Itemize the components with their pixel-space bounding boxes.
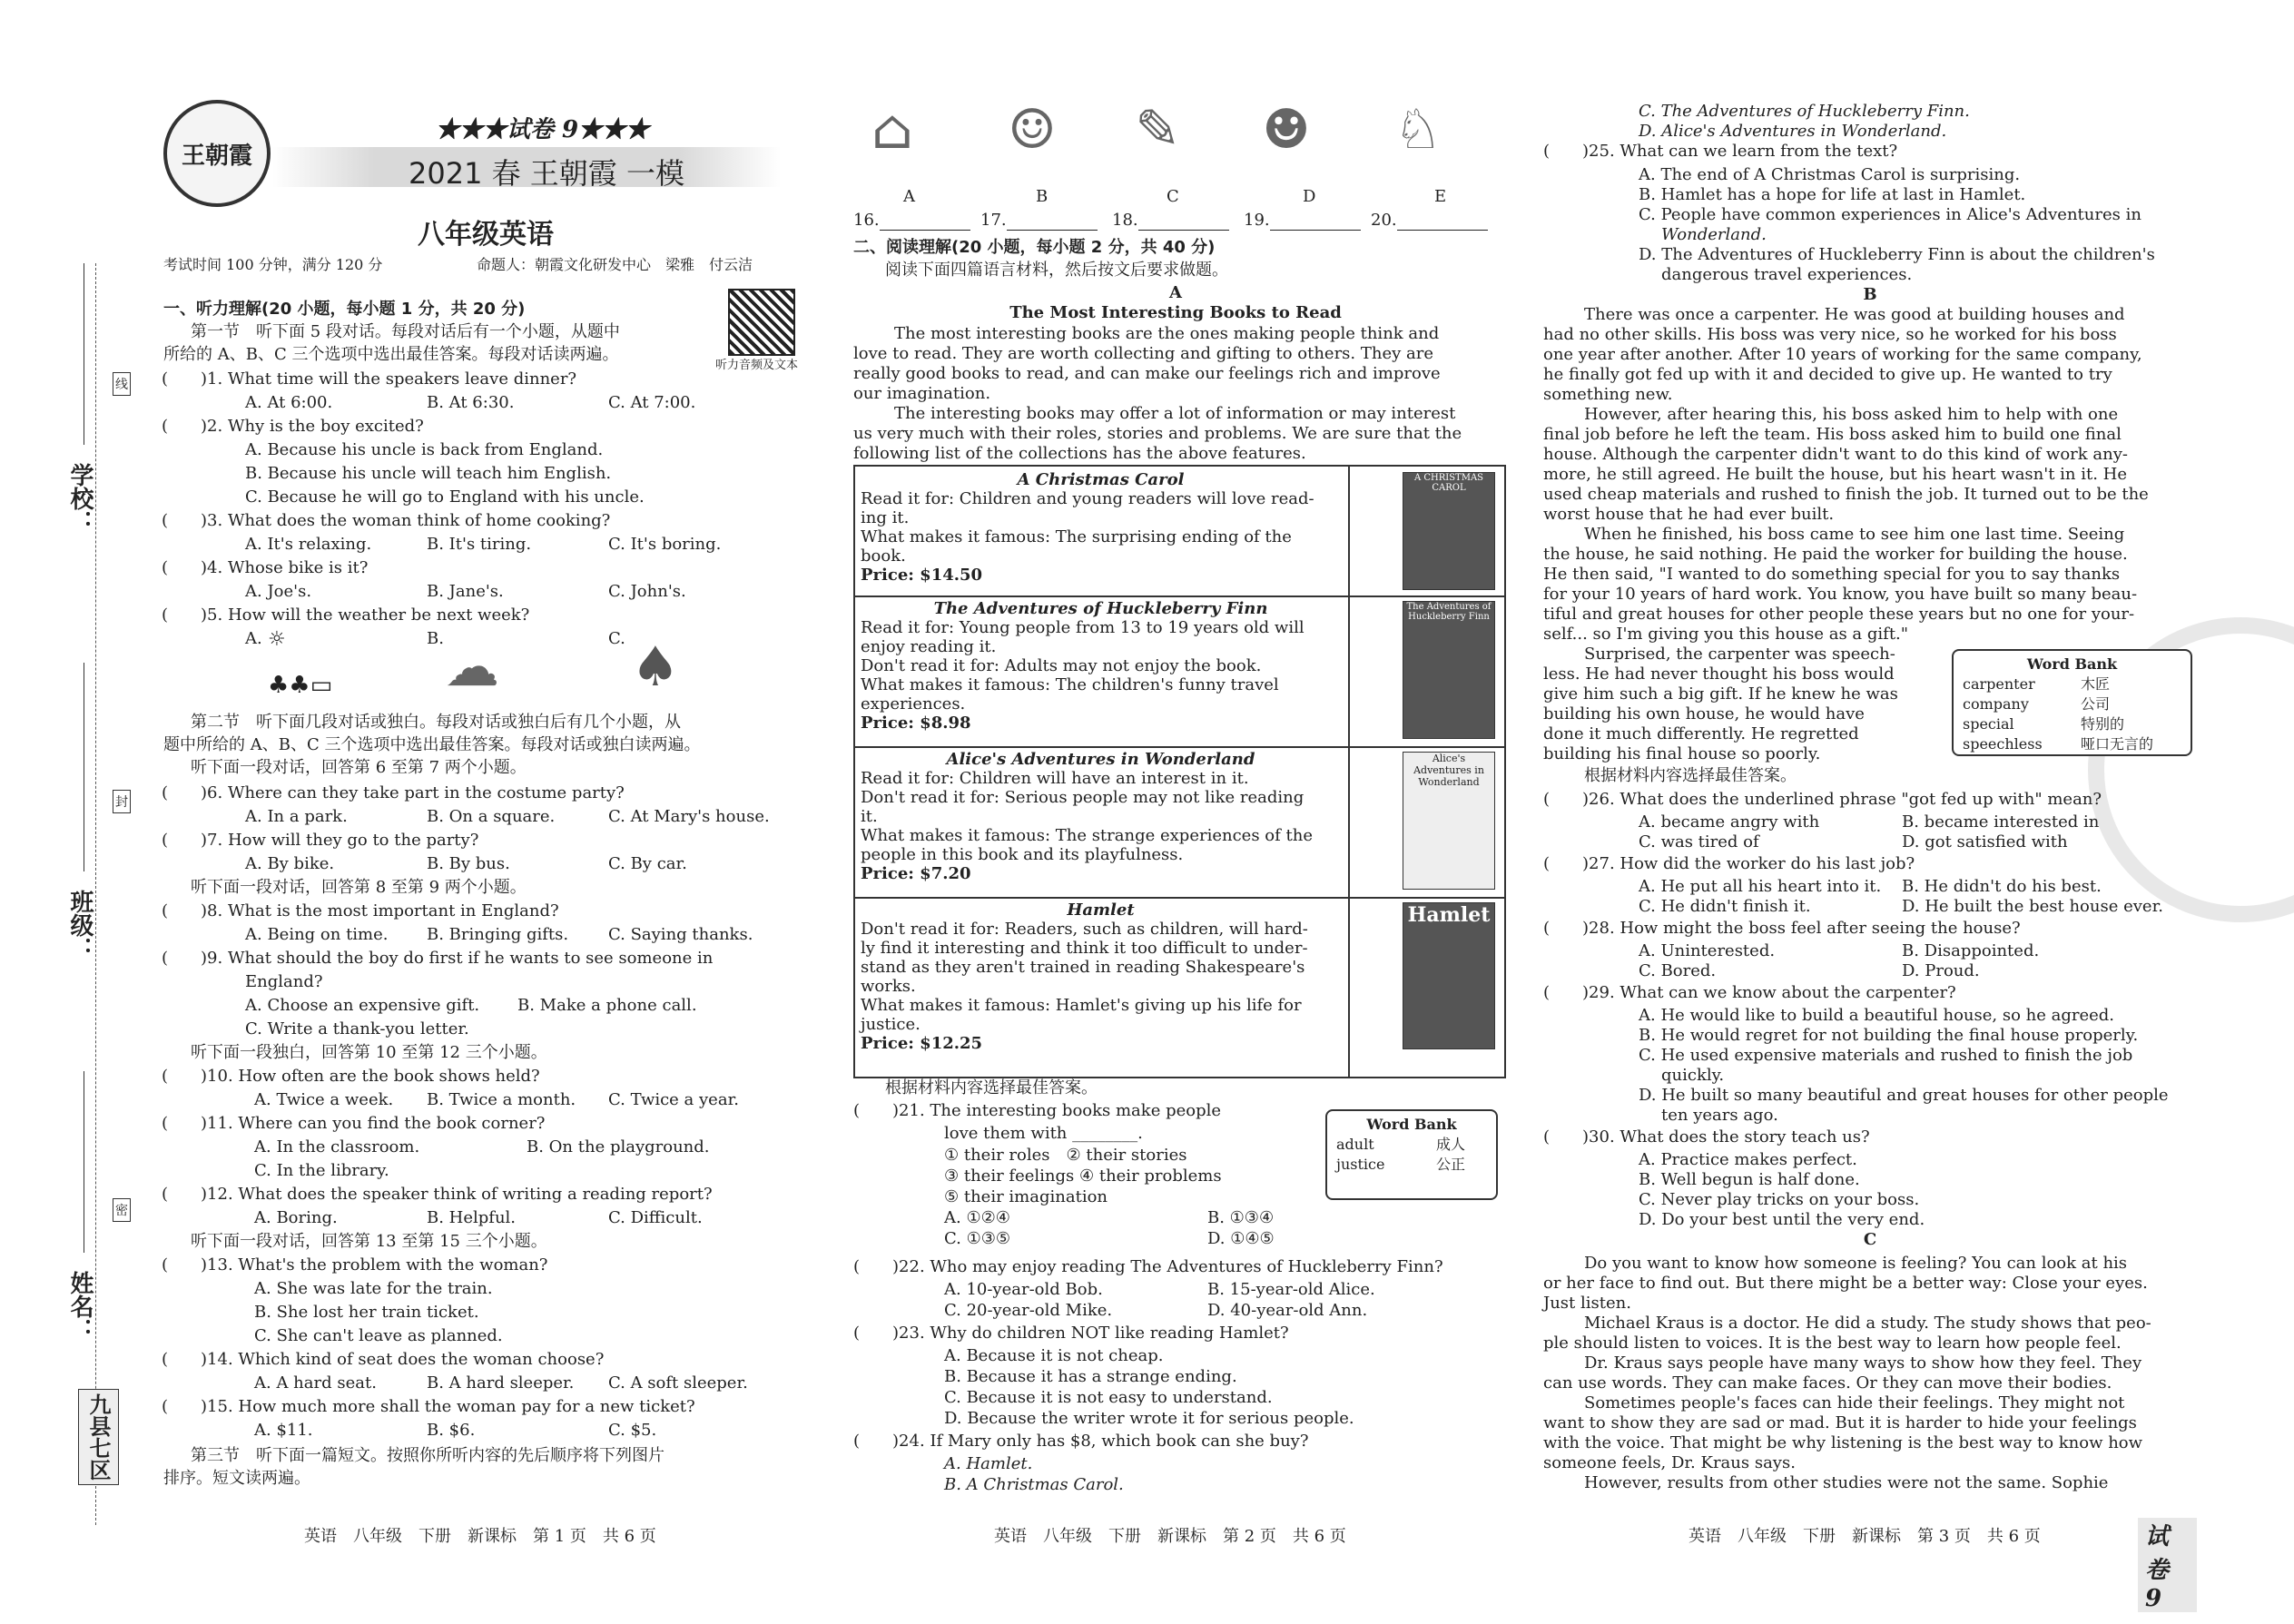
- exam-info-left: 考试时间 100 分钟，满分 120 分: [163, 256, 383, 273]
- section1-title: 一、听力理解(20 小题，每小题 1 分，共 20 分): [163, 300, 526, 319]
- passage-b-line: worst house that he had ever built.: [1543, 505, 1835, 524]
- subject-title: 八年级英语: [418, 219, 554, 251]
- part2-intro-1: 第二节 听下面几段对话或独白。每段对话或独白后有几个小题，从: [191, 713, 681, 732]
- picture-label-b: B: [1036, 187, 1049, 206]
- blank-16-label: 16.: [853, 211, 880, 230]
- picture-e: ♘: [1393, 98, 1442, 162]
- passage-a-line-5: The interesting books may offer a lot of information or may interest: [894, 404, 1456, 423]
- word-bank-term: adult: [1336, 1136, 1374, 1153]
- question-14: ( )14. Which kind of seat does the woman choose?: [162, 1350, 605, 1369]
- book-line: it.: [861, 807, 878, 826]
- passage-b-line: However, after hearing this, his boss asked him to help with one: [1584, 405, 2119, 424]
- school-label: 学校：: [66, 463, 94, 534]
- book-line: works.: [861, 977, 916, 996]
- q15-option-a[interactable]: A. $11.: [254, 1421, 313, 1440]
- page-2: [849, 0, 1502, 1624]
- book-row-hamlet: [855, 897, 1504, 1077]
- q3-option-a[interactable]: A. It's relaxing.: [245, 535, 372, 554]
- question-25: ( )25. What can we learn from the text?: [1543, 142, 1898, 161]
- passage-b-line: less. He had never thought his boss would: [1543, 664, 1895, 684]
- picture-b: ☺: [1008, 98, 1057, 162]
- q1-option-c[interactable]: C. At 7:00.: [608, 393, 696, 412]
- q1-option-a[interactable]: A. At 6:00.: [245, 393, 333, 412]
- word-bank-entry: [1963, 714, 2181, 734]
- book-price: Price: $12.25: [861, 1034, 983, 1053]
- book-price: Price: $8.98: [861, 714, 971, 733]
- passage-b-label: B: [1863, 285, 1877, 304]
- q24-option-b[interactable]: B. A Christmas Carol.: [944, 1475, 1124, 1494]
- question-26: ( )26. What does the underlined phrase "got fed up with" mean?: [1543, 790, 2102, 809]
- qr-caption: 听力音频及文本: [715, 359, 799, 372]
- q11-option-b[interactable]: B. On the playground.: [527, 1137, 710, 1156]
- book-cover-text: The Adventures of Huckleberry Finn: [1406, 602, 1492, 622]
- q11-option-c[interactable]: C. In the library.: [254, 1161, 389, 1180]
- passage-b-line: had no other skills. His boss was very nice, so he worked for his boss: [1543, 325, 2117, 344]
- passage-b-line: There was once a carpenter. He was good at building houses and: [1584, 305, 2125, 324]
- book-line: What makes it famous: Hamlet's giving up his life for: [861, 996, 1302, 1015]
- question-27: ( )27. How did the worker do his last job?: [1543, 854, 1915, 873]
- passage-b-line: give him such a big gift. If he knew he was: [1543, 684, 1898, 704]
- passage-c-line: someone feels, Dr. Kraus says.: [1543, 1453, 1796, 1472]
- passage-b-line: for your 10 years of hard work. You know, you have built so many beau-: [1543, 585, 2138, 604]
- rain-cloud-icon: ☁: [445, 635, 499, 699]
- part2-note-1: 听下面一段对话，回答第 6 至第 7 两个小题。: [191, 758, 527, 777]
- book-cover-hamlet: [1403, 902, 1495, 1049]
- q24-option-a[interactable]: A. Hamlet.: [944, 1454, 1033, 1473]
- blank-20-label: 20.: [1371, 211, 1397, 230]
- blank-18[interactable]: [1112, 211, 1229, 231]
- passage-a-line-6: us very much with their roles, stories and problems. We are sure that the: [853, 424, 1462, 443]
- word-bank-term: justice: [1336, 1156, 1385, 1173]
- book-cover-text: Hamlet: [1407, 903, 1491, 927]
- book-line: experiences.: [861, 694, 966, 714]
- q6-option-c[interactable]: C. At Mary's house.: [608, 807, 770, 826]
- passage-b-line: When he finished, his boss came to see him one last time. Seeing: [1584, 525, 2125, 544]
- word-bank-title: Word Bank: [2026, 655, 2118, 673]
- part3-intro-2: 排序。短文读两遍。: [163, 1469, 310, 1488]
- question-6: ( )6. Where can they take part in the costume party?: [162, 783, 625, 802]
- passage-c-line: with the voice. That might be why listening is the best way to know how: [1543, 1433, 2143, 1452]
- passage-c-line: Michael Kraus is a doctor. He did a study. The study shows that peo-: [1584, 1314, 2151, 1333]
- question-8: ( )8. What is the most important in England?: [162, 901, 559, 920]
- book-line: Read it for: Young people from 13 to 19 years old will: [861, 618, 1305, 637]
- q27-option-a[interactable]: A. He put all his heart into it.: [1639, 877, 1882, 896]
- word-bank-term: company: [1963, 695, 2029, 713]
- q29-option-b[interactable]: B. He would regret for not building the final house properly.: [1639, 1026, 2139, 1045]
- q26-option-b[interactable]: B. became interested in: [1902, 812, 2100, 832]
- q30-option-c[interactable]: C. Never play tricks on your boss.: [1639, 1190, 1920, 1209]
- book-title: Alice's Adventures in Wonderland: [946, 750, 1255, 769]
- picture-label-c: C: [1167, 187, 1179, 206]
- q29-option-c[interactable]: C. He used expensive materials and rushed to finish the job: [1639, 1046, 2133, 1065]
- q26-option-a[interactable]: A. became angry with: [1639, 812, 1820, 832]
- q1-option-b[interactable]: B. At 6:30.: [427, 393, 515, 412]
- passage-a-line-2: love to read. They are worth collecting and gifting to others. They are: [853, 344, 1433, 363]
- blank-19[interactable]: [1244, 211, 1361, 231]
- q21-item-3: ⑤ their imagination: [944, 1187, 1108, 1206]
- part1-intro-1: 第一节 听下面 5 段对话。每段对话后有一个小题，从题中: [191, 322, 620, 341]
- book-line: Don't read it for: Adults may not enjoy the book.: [861, 656, 1262, 675]
- q13-option-c[interactable]: C. She can't leave as planned.: [254, 1326, 503, 1345]
- cut-mark-1: 线: [113, 372, 131, 396]
- q23-option-a[interactable]: A. Because it is not cheap.: [944, 1346, 1164, 1365]
- q8-option-a[interactable]: A. Being on time.: [245, 925, 389, 944]
- part2-note-2: 听下面一段对话，回答第 8 至第 9 两个小题。: [191, 878, 527, 897]
- word-bank-entry: [1963, 694, 2181, 714]
- book-row-christmas-carol: [855, 467, 1504, 597]
- book-title: A Christmas Carol: [1017, 470, 1185, 489]
- q13-option-a[interactable]: A. She was late for the train.: [254, 1279, 493, 1298]
- book-line: Don't read it for: Serious people may not like reading: [861, 788, 1305, 807]
- blank-18-label: 18.: [1112, 211, 1138, 230]
- part3-intro-1: 第三节 听下面一篇短文。按照你所听内容的先后顺序将下列图片: [191, 1446, 665, 1465]
- question-7: ( )7. How will they go to the party?: [162, 831, 479, 850]
- word-bank-term: carpenter: [1963, 675, 2035, 693]
- word-bank-entry: [1963, 734, 2181, 754]
- book-price: Price: $14.50: [861, 566, 983, 585]
- word-bank-title: Word Bank: [1366, 1116, 1457, 1133]
- q22-option-b[interactable]: B. 15-year-old Alice.: [1207, 1280, 1375, 1299]
- passage-a-line-7: following list of the collections has the above features.: [853, 444, 1306, 463]
- q30-option-d[interactable]: D. Do your best until the very end.: [1639, 1210, 1925, 1229]
- region-label: 九县七区: [78, 1389, 119, 1485]
- q4-option-a[interactable]: A. Joe's.: [245, 582, 312, 601]
- part2-note-3: 听下面一段独白，回答第 10 至第 12 三个小题。: [191, 1043, 547, 1062]
- passage-c-line: ple should listen to voices. It is the best way to learn how people feel.: [1543, 1334, 2122, 1353]
- passage-b-line: one year after another. After 10 years of working for the same company,: [1543, 345, 2142, 364]
- q5-option-b[interactable]: B.: [427, 629, 444, 648]
- q30-option-a[interactable]: A. Practice makes perfect.: [1639, 1150, 1857, 1169]
- exam-info-right: 命题人：朝霞文化研发中心 梁雅 付云洁: [477, 256, 753, 273]
- section2-intro: 阅读下面四篇语言材料，然后按文后要求做题。: [885, 261, 1228, 280]
- word-bank-2: [1952, 649, 2192, 756]
- book-table: [853, 465, 1506, 1078]
- q7-option-c[interactable]: C. By car.: [608, 854, 687, 873]
- book-line: Read it for: Children will have an interest in it.: [861, 769, 1249, 788]
- question-4: ( )4. Whose bike is it?: [162, 558, 369, 577]
- book-line: What makes it famous: The children's funny travel: [861, 675, 1279, 694]
- question-3: ( )3. What does the woman think of home cooking?: [162, 511, 611, 530]
- name-label: 姓名：: [66, 1271, 94, 1342]
- q14-option-b[interactable]: B. A hard sleeper.: [427, 1373, 575, 1393]
- passage-c-line: Do you want to know how someone is feeling? You can look at his: [1584, 1254, 2128, 1273]
- book-line: book.: [861, 546, 906, 566]
- passage-b-line: used cheap materials and rushed to finish the job. It turned out to be the: [1543, 485, 2149, 504]
- q22-option-d[interactable]: D. 40-year-old Ann.: [1207, 1301, 1368, 1320]
- book-title: Hamlet: [1067, 901, 1135, 920]
- passage-b-line: building his own house, he would have: [1543, 704, 1865, 723]
- book-line: ly find it interesting and think it too difficult to under-: [861, 939, 1308, 958]
- q22-option-a[interactable]: A. 10-year-old Bob.: [944, 1280, 1103, 1299]
- q29-option-d[interactable]: D. He built so many beautiful and great houses for other people: [1639, 1086, 2169, 1105]
- book-cover-huckleberry-finn: [1403, 601, 1495, 739]
- passage-b-line: building his final house so poorly.: [1543, 744, 1821, 763]
- question-15: ( )15. How much more shall the woman pay for a new ticket?: [162, 1397, 695, 1416]
- part1-intro-2: 所给的 A、B、C 三个选项中选出最佳答案。每段对话读两遍。: [163, 345, 619, 364]
- picture-label-a: A: [903, 187, 915, 206]
- q4-option-b[interactable]: B. Jane's.: [427, 582, 504, 601]
- q27-option-d[interactable]: D. He built the best house ever.: [1902, 897, 2163, 916]
- q21-option-b[interactable]: B. ①③④: [1207, 1208, 1275, 1227]
- passage-a-label: A: [1169, 283, 1182, 302]
- q7-option-b[interactable]: B. By bus.: [427, 854, 510, 873]
- passage-b-line: he finally got fed up with it and decided to give up. He wanted to try: [1543, 365, 2112, 384]
- book-line: What makes it famous: The strange experiences of the: [861, 826, 1313, 845]
- question-29: ( )29. What can we know about the carpenter?: [1543, 983, 1956, 1002]
- q28-option-a[interactable]: A. Uninterested.: [1639, 941, 1776, 960]
- q28-option-d[interactable]: D. Proud.: [1902, 961, 1980, 980]
- passage-a-title: The Most Interesting Books to Read: [1009, 303, 1342, 322]
- q29-option-d-cont: ten years ago.: [1661, 1106, 1778, 1125]
- q23-option-c[interactable]: C. Because it is not easy to understand.: [944, 1388, 1273, 1407]
- passage-b-line: house. Although the carpenter didn't want to do this kind of work any-: [1543, 445, 2128, 464]
- q5-option-a[interactable]: A.: [245, 629, 262, 648]
- picture-label-e: E: [1434, 187, 1447, 206]
- passage-a-line-1: The most interesting books are the ones making people think and: [894, 324, 1440, 343]
- cut-mark-2: 封: [113, 790, 131, 813]
- word-bank-meaning: 特别的: [2081, 715, 2125, 733]
- q15-option-b[interactable]: B. $6.: [427, 1421, 476, 1440]
- part2-note-4: 听下面一段对话，回答第 13 至第 15 三个小题。: [191, 1232, 547, 1251]
- q15-option-c[interactable]: C. $5.: [608, 1421, 657, 1440]
- word-bank-term: speechless: [1963, 735, 2043, 753]
- q25-option-d[interactable]: D. The Adventures of Huckleberry Finn is about the children's: [1639, 245, 2155, 264]
- q2-option-b[interactable]: B. Because his uncle will teach him English.: [245, 464, 612, 483]
- book-line: What makes it famous: The surprising ending of the: [861, 527, 1292, 546]
- q21-item-1: ① their roles ② their stories: [944, 1146, 1187, 1165]
- word-bank-entry: [1336, 1155, 1487, 1175]
- q22-option-c[interactable]: C. 20-year-old Mike.: [944, 1301, 1113, 1320]
- book-title: The Adventures of Huckleberry Finn: [933, 599, 1268, 618]
- brand-logo-text: 王朝霞: [181, 142, 252, 170]
- question-10: ( )10. How often are the book shows held?: [162, 1067, 540, 1086]
- q12-option-a[interactable]: A. Boring.: [254, 1208, 338, 1227]
- q3-option-b[interactable]: B. It's tiring.: [427, 535, 532, 554]
- q24-option-d[interactable]: D. Alice's Adventures in Wonderland.: [1639, 122, 1947, 141]
- question-22: ( )22. Who may enjoy reading The Adventures of Huckleberry Finn?: [853, 1257, 1443, 1276]
- question-13: ( )13. What's the problem with the woman?: [162, 1255, 548, 1275]
- q4-option-c[interactable]: C. John's.: [608, 582, 686, 601]
- passage-a-line-4: our imagination.: [853, 384, 991, 403]
- picture-label-d: D: [1303, 187, 1316, 206]
- qr-code: [728, 289, 795, 356]
- windy-tree-icon: ♠: [631, 635, 680, 699]
- q21-option-d[interactable]: D. ①④⑤: [1207, 1229, 1275, 1248]
- q10-option-c[interactable]: C. Twice a year.: [608, 1090, 739, 1109]
- q21-option-c[interactable]: C. ①③⑤: [944, 1229, 1010, 1248]
- q2-option-c[interactable]: C. Because he will go to England with his uncle.: [245, 487, 645, 507]
- book-line: justice.: [861, 1015, 921, 1034]
- binding-sidebar: [45, 254, 128, 1525]
- book-line: stand as they aren't trained in reading Shakespeare's: [861, 958, 1305, 977]
- passage-c-label: C: [1863, 1230, 1877, 1249]
- q21-option-a[interactable]: A. ①②④: [944, 1208, 1010, 1227]
- q12-option-b[interactable]: B. Helpful.: [427, 1208, 517, 1227]
- word-bank-meaning: 哑口无言的: [2081, 735, 2154, 753]
- page-3: [1543, 0, 2197, 1624]
- passage-a-line-3: really good books to read, and can make our feelings rich and improve: [853, 364, 1441, 383]
- page3-footer: 英语 八年级 下册 新课标 第 3 页 共 6 页: [1689, 1527, 2041, 1546]
- book-line: Read it for: Children and young readers will love read-: [861, 489, 1314, 508]
- q6-option-b[interactable]: B. On a square.: [427, 807, 556, 826]
- passage-c-line: Sometimes people's faces can hide their feelings. They might not: [1584, 1393, 2125, 1412]
- q6-option-a[interactable]: A. In a park.: [245, 807, 348, 826]
- q29-option-a[interactable]: A. He would like to build a beautiful house, so he agreed.: [1639, 1006, 2115, 1025]
- q26-option-d[interactable]: D. got satisfied with: [1902, 832, 2068, 851]
- choose-note-3: 根据材料内容选择最佳答案。: [1584, 766, 1797, 785]
- question-28: ( )28. How might the boss feel after seeing the house?: [1543, 919, 2021, 938]
- passage-c-line: or her face to find out. But there might be a better way: Close your eyes.: [1543, 1274, 2148, 1293]
- choose-note-2: 根据材料内容选择最佳答案。: [885, 1078, 1098, 1097]
- passage-b-line: final job before he left the team. His boss asked him to build one final: [1543, 425, 2122, 444]
- passage-b-line: done it much differently. He regretted: [1543, 724, 1859, 743]
- q9-option-a[interactable]: A. Choose an expensive gift.: [245, 996, 480, 1015]
- word-bank-meaning: 成人: [1436, 1136, 1466, 1153]
- q25-option-b[interactable]: B. Hamlet has a hope for life at last in Hamlet.: [1639, 185, 2026, 204]
- q23-option-b[interactable]: B. Because it has a strange ending.: [944, 1367, 1237, 1386]
- word-bank-term: special: [1963, 715, 2014, 733]
- header-badge: ★★★试卷 9★★★: [436, 116, 650, 143]
- q21-item-2: ③ their feelings ④ their problems: [944, 1166, 1222, 1186]
- q9-continued: England?: [245, 972, 323, 991]
- q26-option-c[interactable]: C. was tired of: [1639, 832, 1759, 851]
- passage-b-line: more, he still agreed. He built the house, but his heart wasn't in it. He: [1543, 465, 2128, 484]
- q23-option-d[interactable]: D. Because the writer wrote it for serious people.: [944, 1409, 1354, 1428]
- book-cover-text: A CHRISTMAS CAROL: [1413, 473, 1484, 493]
- q7-option-a[interactable]: A. By bike.: [245, 854, 335, 873]
- q29-option-c-cont: quickly.: [1661, 1066, 1725, 1085]
- q30-option-b[interactable]: B. Well begun is half done.: [1639, 1170, 1860, 1189]
- q5-option-c[interactable]: C.: [608, 629, 625, 648]
- cut-mark-3: 密: [113, 1198, 131, 1222]
- picture-d: ☻: [1262, 98, 1311, 162]
- q14-option-c[interactable]: C. A soft sleeper.: [608, 1373, 748, 1393]
- book-line: ing it.: [861, 508, 910, 527]
- q25-option-a[interactable]: A. The end of A Christmas Carol is surprising.: [1639, 165, 2021, 184]
- q21-continued: love them with ________.: [944, 1124, 1143, 1143]
- word-bank-meaning: 木匠: [2081, 675, 2111, 693]
- question-2: ( )2. Why is the boy excited?: [162, 417, 424, 436]
- brand-logo: [163, 100, 271, 207]
- book-line: enjoy reading it.: [861, 637, 997, 656]
- passage-c-line: want to show they are sad or mad. But it is harder to hide your feelings: [1543, 1413, 2137, 1432]
- word-bank-meaning: 公司: [2081, 695, 2111, 713]
- book-line: people in this book and its playfulness.: [861, 845, 1184, 864]
- footer-test-badge: 试卷 9: [2138, 1518, 2197, 1612]
- blank-17-label: 17.: [980, 211, 1007, 230]
- q24-option-c[interactable]: C. The Adventures of Huckleberry Finn.: [1639, 102, 1970, 121]
- word-bank-meaning: 公正: [1436, 1156, 1466, 1173]
- page1-footer: 英语 八年级 下册 新课标 第 1 页 共 6 页: [304, 1527, 656, 1546]
- passage-c-line: Just listen.: [1543, 1294, 1631, 1313]
- question-5: ( )5. How will the weather be next week?: [162, 605, 530, 625]
- q25-option-c-cont: Wonderland.: [1661, 225, 1767, 244]
- passage-c-line: Dr. Kraus says people have many ways to show how they feel. They: [1584, 1353, 2142, 1373]
- question-24: ( )24. If Mary only has $8, which book can she buy?: [853, 1432, 1309, 1451]
- q13-option-b[interactable]: B. She lost her train ticket.: [254, 1303, 479, 1322]
- question-9: ( )9. What should the boy do first if he wants to see someone in: [162, 949, 714, 968]
- q14-option-a[interactable]: A. A hard seat.: [254, 1373, 377, 1393]
- q28-option-b[interactable]: B. Disappointed.: [1902, 941, 2040, 960]
- exam-title: 2021 春 王朝霞 一模: [409, 156, 684, 191]
- question-1: ( )1. What time will the speakers leave dinner?: [162, 369, 577, 389]
- q10-option-a[interactable]: A. Twice a week.: [254, 1090, 394, 1109]
- passage-b-line: something new.: [1543, 385, 1673, 404]
- passage-c-line: However, results from other studies were not the same. Sophie: [1584, 1473, 2109, 1492]
- page-1: [154, 0, 817, 1624]
- question-23: ( )23. Why do children NOT like reading Hamlet?: [853, 1324, 1289, 1343]
- passage-b-line: self... so I'm giving you this house as a gift.": [1543, 625, 1909, 644]
- word-bank-1: [1325, 1109, 1498, 1200]
- picture-a: ⌂: [871, 98, 913, 162]
- picture-c: ✎: [1135, 98, 1181, 162]
- book-row-huckleberry-finn: [855, 595, 1504, 748]
- question-11: ( )11. Where can you find the book corner?: [162, 1114, 546, 1133]
- q25-option-d-cont: dangerous travel experiences.: [1661, 265, 1913, 284]
- book-cover-christmas-carol: [1403, 472, 1495, 590]
- book-row-alice: [855, 746, 1504, 899]
- passage-b-line: Surprised, the carpenter was speech-: [1584, 645, 1895, 664]
- q27-option-c[interactable]: C. He didn't finish it.: [1639, 897, 1811, 916]
- blank-17[interactable]: [980, 211, 1098, 231]
- word-bank-entry: [1336, 1135, 1487, 1155]
- part2-intro-2: 题中所给的 A、B、C 三个选项中选出最佳答案。每段对话或独白读两遍。: [163, 735, 701, 754]
- question-21: ( )21. The interesting books make people: [853, 1101, 1222, 1120]
- sun-icon: ☼: [268, 628, 286, 651]
- q2-option-a[interactable]: A. Because his uncle is back from England.: [245, 440, 604, 459]
- passage-b-line: the house, he said nothing. He paid the worker for building the house.: [1543, 545, 2128, 564]
- q12-option-c[interactable]: C. Difficult.: [608, 1208, 703, 1227]
- passage-c-line: can use words. They can make faces. Or they can move their bodies.: [1543, 1373, 2112, 1393]
- word-bank-entry: [1963, 674, 2181, 694]
- q11-option-a[interactable]: A. In the classroom.: [254, 1137, 420, 1156]
- q28-option-c[interactable]: C. Bored.: [1639, 961, 1717, 980]
- book-cover-alice: [1403, 752, 1495, 890]
- q27-option-b[interactable]: B. He didn't do his best.: [1902, 877, 2102, 896]
- passage-b-line: He then said, "I wanted to do something special for you to say thanks: [1543, 565, 2121, 584]
- book-price: Price: $7.20: [861, 864, 971, 883]
- page2-footer: 英语 八年级 下册 新课标 第 2 页 共 6 页: [994, 1527, 1346, 1546]
- book-cover-text: Alice's Adventures in Wonderland: [1413, 753, 1484, 788]
- question-30: ( )30. What does the story teach us?: [1543, 1127, 1870, 1147]
- book-line: Don't read it for: Readers, such as children, will hard-: [861, 920, 1308, 939]
- q9-option-c[interactable]: C. Write a thank-you letter.: [245, 1019, 469, 1038]
- blank-19-label: 19.: [1244, 211, 1270, 230]
- blank-20[interactable]: [1371, 211, 1488, 231]
- q3-option-c[interactable]: C. It's boring.: [608, 535, 722, 554]
- question-12: ( )12. What does the speaker think of writing a reading report?: [162, 1185, 713, 1204]
- blank-16[interactable]: [853, 211, 970, 231]
- class-label: 班级：: [66, 890, 94, 960]
- q9-option-b[interactable]: B. Make a phone call.: [517, 996, 697, 1015]
- section2-title: 二、阅读理解(20 小题，每小题 2 分，共 40 分): [853, 238, 1216, 257]
- q8-option-b[interactable]: B. Bringing gifts.: [427, 925, 569, 944]
- q10-option-b[interactable]: B. Twice a month.: [427, 1090, 576, 1109]
- q25-option-c[interactable]: C. People have common experiences in Alice's Adventures in: [1639, 205, 2141, 224]
- passage-b-line: tiful and great houses for other people these years but no one for your-: [1543, 605, 2135, 624]
- trees-icon: ♣♣▭: [268, 672, 333, 699]
- q8-option-c[interactable]: C. Saying thanks.: [608, 925, 753, 944]
